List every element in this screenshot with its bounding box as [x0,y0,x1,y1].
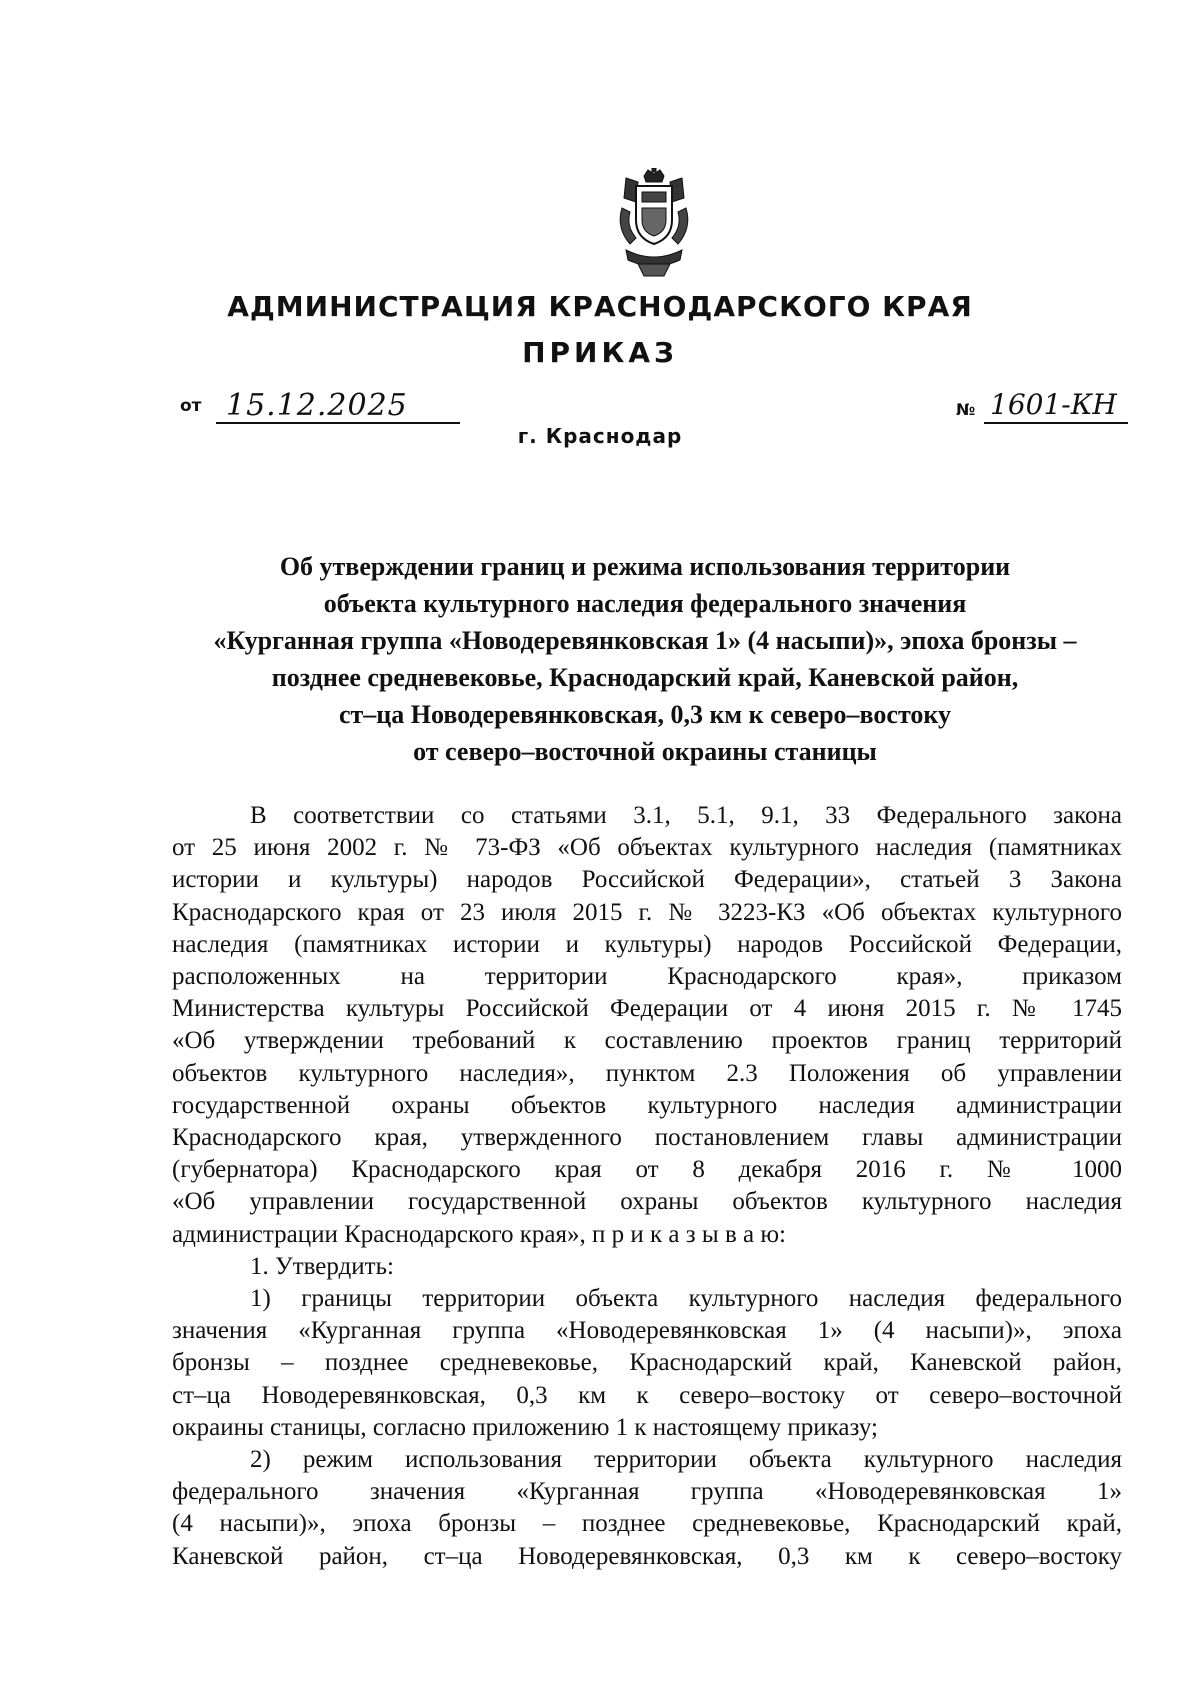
body-line: объектов культурного наследия», пунктом 2.3 Положения об управлении [172,1059,1122,1087]
heading-line: «Курганная группа «Новодеревянковская 1» (4 насыпи)», эпоха бронзы – [213,626,1077,655]
order-verb: п р и к а з ы в а ю: [592,1220,786,1248]
body-line: 1. Утвердить: [250,1252,394,1280]
heading-line: от северо–восточной окраины станицы [413,737,877,766]
heading-line: позднее средневековье, Краснодарский край, Каневской район, [271,663,1019,692]
body-line: В соответствии со статьями 3.1, 5.1, 9.1, 33 Федерального закона [250,802,1122,829]
body-line: Министерства культуры Российской Федерации от 4 июня 2015 г. № 1745 [172,995,1122,1023]
body-line: значения «Курганная группа «Новодеревянковская 1» (4 насыпи)», эпоха [172,1317,1122,1345]
body-line: расположенных на территории Краснодарского края», приказом [172,963,1122,991]
city-label: г. Краснодар [517,424,683,448]
body-line: федерального значения «Курганная группа «Новодеревянковская 1» [172,1478,1122,1506]
document-type-title: ПРИКАЗ [522,336,678,369]
number-label: № [956,400,976,419]
order-heading [150,548,1140,770]
body-line: от 25 июня 2002 г. № 73-ФЗ «Об объектах культурного наследия (памятниках [172,834,1122,862]
coat-of-arms-emblem [612,168,696,280]
number-field [956,388,1136,432]
heading-line: Об утверждении границ и режима использования территории [279,552,1011,581]
body-line: наследия (памятниках истории и культуры) народов Российской Федерации, [172,930,1122,958]
body-line: «Об управлении государственной охраны объектов культурного наследия [172,1188,1122,1216]
body-line: истории и культуры) народов Российской Федерации», статьей 3 Закона [172,866,1122,894]
body-line: окраины станицы, согласно приложению 1 к настоящему приказу; [172,1413,878,1441]
handwritten-number: 1601-КН [990,388,1117,421]
body-line [172,1219,1122,1251]
body-line: «Об утверждении требований к составлению проектов границ территорий [172,1027,1122,1055]
body-line: ст–ца Новодеревянковская, 0,3 км к северо–востоку от северо–восточной [172,1381,1122,1409]
date-label: от [180,396,202,416]
heading-line: ст–ца Новодеревянковская, 0,3 км к северо–востоку [338,700,951,729]
body-line: Краснодарского края от 23 июля 2015 г. № 3223-КЗ «Об объектах культурного [172,898,1122,926]
heading-line: объекта культурного наследия федерального значения [323,589,967,618]
body-line: (губернатора) Краснодарского края от 8 декабря 2016 г. № 1000 [172,1156,1122,1184]
body-line: бронзы – позднее средневековье, Краснодарский край, Каневской район, [172,1349,1122,1377]
body-line: Краснодарского края, утвержденного постановлением главы администрации [172,1124,1122,1152]
organization-title: АДМИНИСТРАЦИЯ КРАСНОДАРСКОГО КРАЯ [227,290,973,323]
order-body [172,800,1122,1573]
body-line: Каневской район, ст–ца Новодеревянковская, 0,3 км к северо–востоку [172,1542,1122,1570]
handwritten-date: 15.12.2025 [226,388,408,423]
body-line: государственной охраны объектов культурного наследия администрации [172,1091,1122,1119]
body-line: 1) границы территории объекта культурного наследия федерального [250,1285,1122,1313]
number-underline [984,422,1128,424]
body-line: 2) режим использования территории объекта культурного наследия [250,1446,1122,1474]
body-line: (4 насыпи)», эпоха бронзы – позднее средневековье, Краснодарский край, [172,1510,1122,1538]
body-line-text: администрации Краснодарского края», [172,1220,586,1248]
